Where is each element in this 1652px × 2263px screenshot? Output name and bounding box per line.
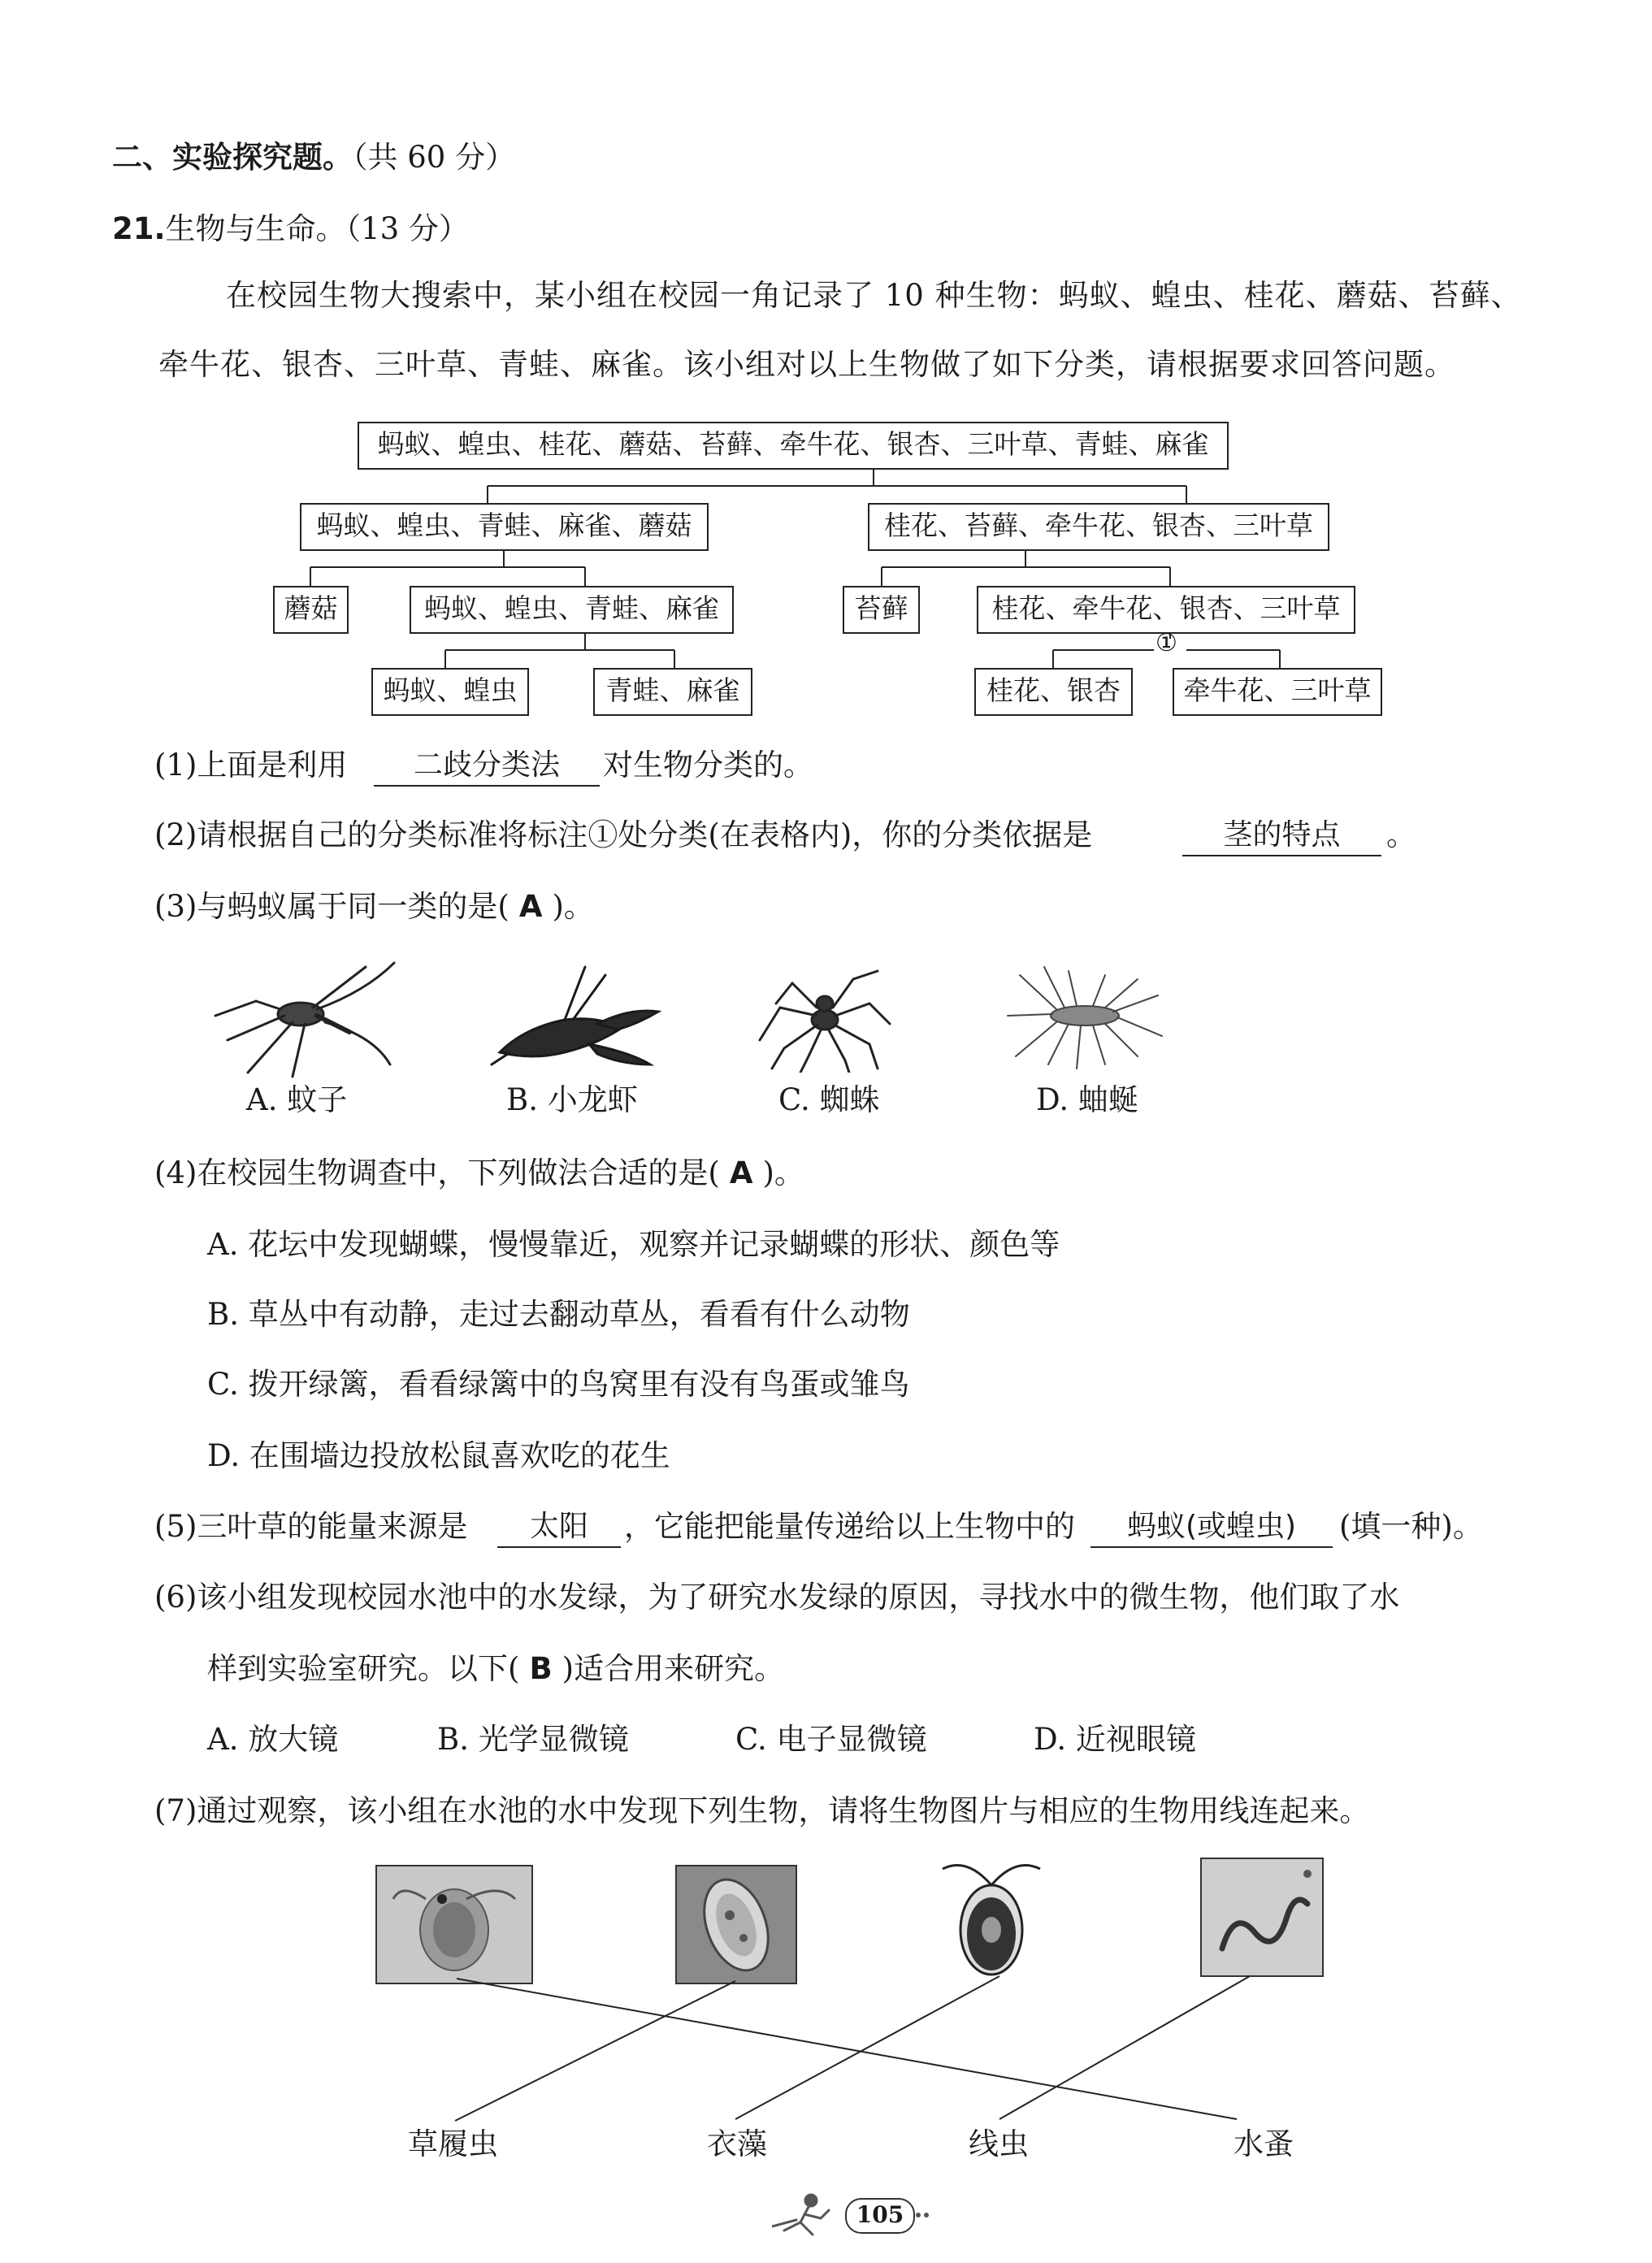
q6-option-d: D. 近视眼镜 xyxy=(1034,1722,1196,1757)
tree-left-a-box: 蘑菇 xyxy=(273,586,349,634)
q5-answer-1: 太阳 xyxy=(497,1507,621,1548)
q3-answer: A xyxy=(518,889,543,924)
q3-option-b: B. 小龙虾 xyxy=(506,1082,638,1117)
q6-prefix: 样到实验室研究。以下( xyxy=(207,1651,520,1686)
q6-suffix: )适合用来研究。 xyxy=(562,1651,785,1686)
q4-prefix: (4)在校园生物调查中，下列做法合适的是( xyxy=(154,1155,720,1190)
match-line-nematode xyxy=(999,1976,1250,2119)
q6-option-b: B. 光学显微镜 xyxy=(437,1722,629,1757)
q2-answer: 茎的特点 xyxy=(1182,816,1381,856)
q1-suffix: 对生物分类的。 xyxy=(603,748,813,783)
q4-answer: A xyxy=(729,1155,753,1190)
q5-suffix: (填一种)。 xyxy=(1339,1509,1483,1544)
tree-right-b1-box: 桂花、银杏 xyxy=(974,668,1133,716)
question-title-text: 生物与生命。 xyxy=(165,211,346,246)
intro-line-1: 在校园生物大搜索中，某小组在校园一角记录了 10 种生物：蚂蚁、蝗虫、桂花、蘑菇、苔藓、 xyxy=(226,278,1522,313)
label-nematode: 线虫 xyxy=(969,2126,1029,2161)
tree-right-b2-box: 牵牛花、三叶草 xyxy=(1173,668,1382,716)
section-score: （共 60 分） xyxy=(353,140,516,175)
tree-root-box: 蚂蚁、蝗虫、桂花、蘑菇、苔藓、牵牛花、银杏、三叶草、青蛙、麻雀 xyxy=(358,422,1229,470)
intro-line-2: 牵牛花、银杏、三叶草、青蛙、麻雀。该小组对以上生物做了如下分类，请根据要求回答问题。 xyxy=(158,347,1455,382)
q6-option-c: C. 电子显微镜 xyxy=(735,1722,927,1757)
q4-option-a: A. 花坛中发现蝴蝶，慢慢靠近，观察并记录蝴蝶的形状、颜色等 xyxy=(207,1227,1060,1262)
page-number: 105 xyxy=(845,2198,915,2234)
tree-left-box: 蚂蚁、蝗虫、青蛙、麻雀、蘑菇 xyxy=(300,503,709,551)
q2-suffix: 。 xyxy=(1386,817,1416,852)
tree-marker: ① xyxy=(1156,629,1177,657)
tree-left-b1-box: 蚂蚁、蝗虫 xyxy=(371,668,529,716)
q5-answer-2: 蚂蚁(或蝗虫) xyxy=(1090,1507,1333,1548)
match-line-chlamydomonas xyxy=(735,1976,999,2119)
label-daphnia: 水蚤 xyxy=(1234,2126,1294,2161)
q3-option-d: D. 蚰蜒 xyxy=(1036,1082,1138,1117)
q6-option-a: A. 放大镜 xyxy=(207,1722,339,1757)
q1-prefix: (1)上面是利用 xyxy=(154,748,348,783)
match-line-daphnia xyxy=(457,1979,1237,2119)
q3-prefix: (3)与蚂蚁属于同一类的是( xyxy=(154,889,509,924)
q1-answer: 二歧分类法 xyxy=(374,746,600,787)
q3-option-c: C. 蜘蛛 xyxy=(778,1082,880,1117)
tree-right-a-box: 苔藓 xyxy=(843,586,920,634)
q6-answer: B xyxy=(529,1651,553,1686)
label-chlamydomonas: 衣藻 xyxy=(707,2126,767,2161)
label-paramecium: 草履虫 xyxy=(408,2126,498,2161)
tree-left-b-box: 蚂蚁、蝗虫、青蛙、麻雀 xyxy=(410,586,734,634)
match-line-paramecium xyxy=(455,1981,735,2121)
tree-left-b2-box: 青蛙、麻雀 xyxy=(593,668,752,716)
q7-text: (7)通过观察，该小组在水池的水中发现下列生物，请将生物图片与相应的生物用线连起来。 xyxy=(154,1793,1370,1828)
section-title-text: 二、实验探究题。 xyxy=(112,140,353,175)
q5-middle: ，它能把能量传递给以上生物中的 xyxy=(624,1509,1075,1544)
q4-option-d: D. 在围墙边投放松鼠喜欢吃的花生 xyxy=(207,1438,670,1473)
question-number: 21. xyxy=(112,211,166,246)
q6-line-1: (6)该小组发现校园水池中的水发绿，为了研究水发绿的原因，寻找水中的微生物，他们取了水 xyxy=(154,1580,1400,1615)
q4-option-b: B. 草丛中有动静，走过去翻动草丛，看看有什么动物 xyxy=(207,1297,910,1332)
tree-right-box: 桂花、苔藓、牵牛花、银杏、三叶草 xyxy=(868,503,1329,551)
q5-prefix: (5)三叶草的能量来源是 xyxy=(154,1509,468,1544)
q3-suffix: )。 xyxy=(552,889,594,924)
q4-suffix: )。 xyxy=(762,1155,804,1190)
q4-option-c: C. 拨开绿篱，看看绿篱中的鸟窝里有没有鸟蛋或雏鸟 xyxy=(207,1367,910,1402)
tree-right-b-box: 桂花、牵牛花、银杏、三叶草 xyxy=(977,586,1355,634)
q2-prefix: (2)请根据自己的分类标准将标注①处分类(在表格内)，你的分类依据是 xyxy=(154,817,1093,852)
question-score: （13 分） xyxy=(345,211,469,246)
q3-option-a: A. 蚊子 xyxy=(246,1082,348,1117)
